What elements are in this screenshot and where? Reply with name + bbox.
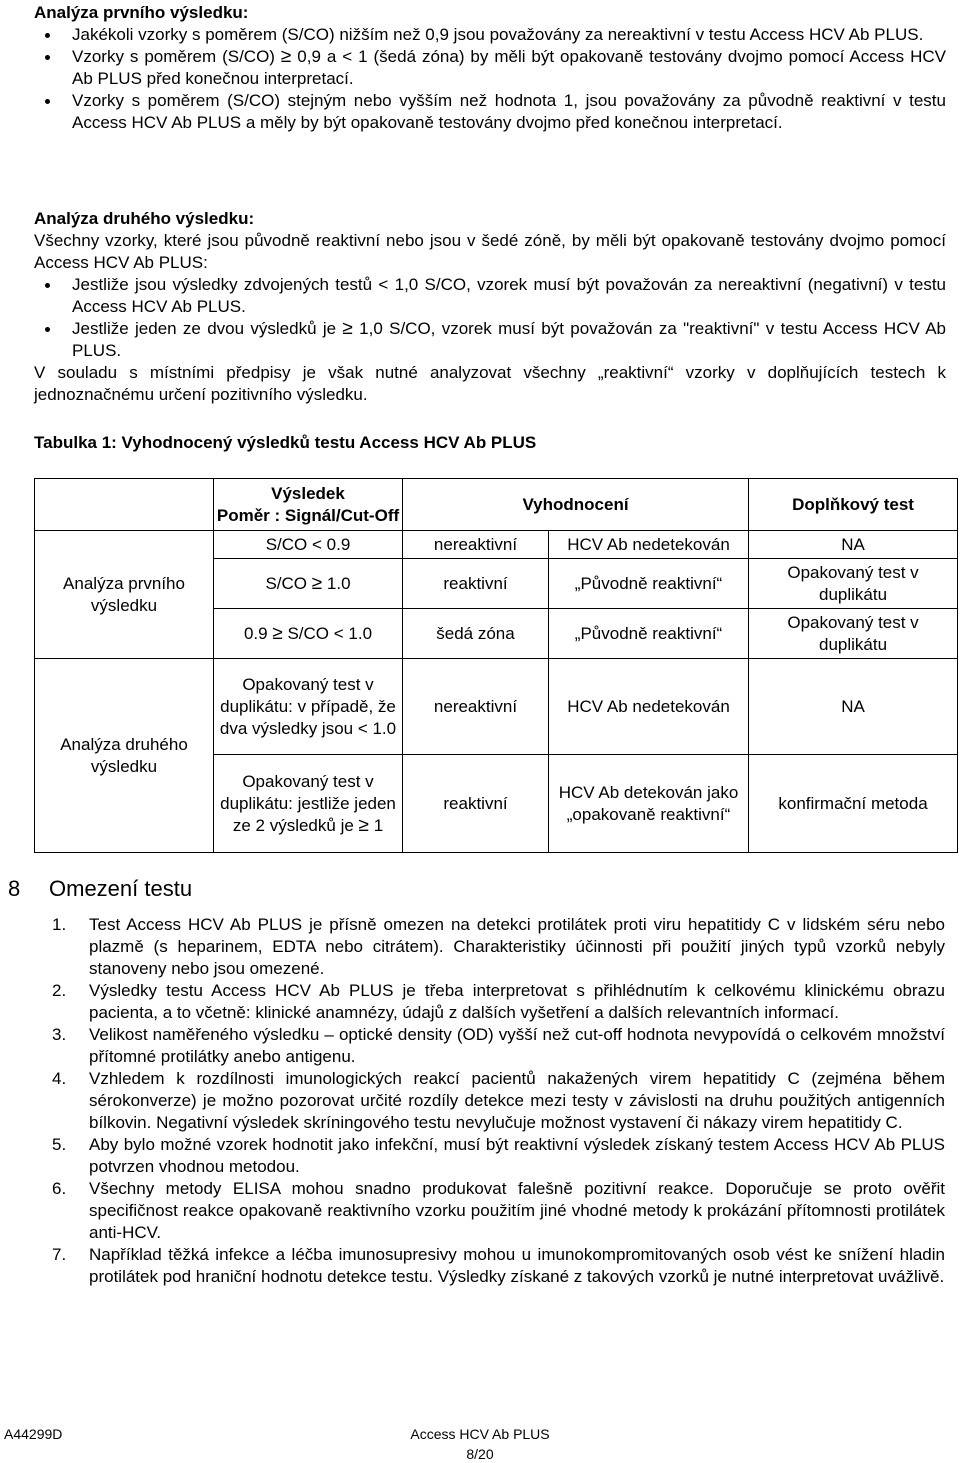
- group-second-analysis: Analýza druhého výsledku: [35, 659, 214, 853]
- first-analysis-list: [34, 24, 946, 134]
- list-item: Vzorky s poměrem (S/CO) ≥ 0,9 a < 1 (šedá zóna) by měli být opakovaně testovány dvojmo pomocí Access HCV Ab PLUS před konečnou interpretací.: [72, 46, 946, 90]
- list-item: 6. Všechny metody ELISA mohou snadno produkovat falešně pozitivní reakce. Doporučuje se proto ověřit specifičnost reakce opakovaně reaktivního vzorku použitím jiné vhodné metody k prokázání přítomnosti protilátek anti-HCV.: [52, 1179, 945, 1242]
- limitations-list: [52, 914, 945, 1288]
- section-8-heading: 8 Omezení testu: [8, 876, 193, 901]
- list-item: Jestliže jeden ze dvou výsledků je ≥ 1,0 S/CO, vzorek musí být považován za "reaktivní" v testu Access HCV Ab PLUS.: [72, 318, 946, 362]
- results-table: [34, 478, 958, 853]
- greater-equal-symbol: [359, 819, 369, 833]
- header-result: Výsledek Poměr : Signál/Cut-Off: [214, 479, 403, 531]
- greater-equal-symbol: [272, 627, 282, 641]
- table-row: Opakovaný test v duplikátu: jestliže jeden ze 2 výsledků je ≥ 1 reaktivní HCV Ab detekován jako „opakovaně reaktivní“ konfirmační metoda: [35, 755, 958, 853]
- second-analysis-list: [34, 274, 946, 362]
- first-analysis-section: [34, 2, 946, 134]
- group-first-analysis: Analýza prvního výsledku: [35, 531, 214, 659]
- document-code: A44299D: [4, 1426, 63, 1442]
- table-corner-cell: [35, 479, 214, 531]
- table-row: Analýza druhého výsledku Opakovaný test v duplikátu: v případě, že dva výsledky jsou < 1.0 nereaktivní HCV Ab nedetekován NA: [35, 659, 958, 755]
- list-item: 5. Aby bylo možné vzorek hodnotit jako infekční, musí být reaktivní výsledek získaný testem Access HCV Ab PLUS potvrzen vhodnou metodou.: [52, 1135, 945, 1176]
- page-number: 8/20: [466, 1446, 494, 1462]
- table-row: Analýza prvního výsledku S/CO < 0.9 nereaktivní HCV Ab nedetekován NA: [35, 531, 958, 559]
- greater-equal-symbol: [312, 577, 322, 591]
- second-analysis-section: [34, 208, 946, 406]
- list-item: 1. Test Access HCV Ab PLUS je přísně omezen na detekci protilátek proti viru hepatitidy C v lidském séru nebo plazmě (s heparinem, EDTA nebo citrátem). Charakteristiky účinnosti při použití jiných typů vzorků nebyly stanoveny nebo jsou omezené.: [52, 915, 945, 978]
- page-footer: [0, 1424, 960, 1463]
- second-analysis-outro: V souladu s místními předpisy je však nutné analyzovat všechny „reaktivní“ vzorky v doplňujících testech k jednoznačnému určení pozitivního výsledku.: [34, 363, 946, 404]
- greater-equal-symbol: [281, 50, 291, 64]
- header-supplementary: Doplňkový test: [749, 479, 958, 531]
- list-item: Vzorky s poměrem (S/CO) stejným nebo vyšším než hodnota 1, jsou považovány za původně reaktivní v testu Access HCV Ab PLUS a měly by být opakovaně testovány dvojmo před konečnou interpretací.: [72, 91, 946, 132]
- list-item: 3. Velikost naměřeného výsledku – optické density (OD) vyšší než cut-off hodnota nevypovídá o celkovém množství přítomné protilátky anebo antigenu.: [52, 1025, 945, 1066]
- list-item: 2. Výsledky testu Access HCV Ab PLUS je třeba interpretovat s přihlédnutím k celkovému klinickému obrazu pacienta, a to včetně: klinické anamnézy, údajů z dalších vyšetření a dalších relevantních informací.: [52, 981, 945, 1022]
- table-header-row: [35, 479, 958, 531]
- second-analysis-heading: Analýza druhého výsledku:: [34, 209, 255, 228]
- footer-product-name: Access HCV Ab PLUS: [410, 1426, 550, 1442]
- table-row: S/CO ≥ 1.0 reaktivní „Původně reaktivní“ Opakovaný test v duplikátu: [35, 559, 958, 609]
- greater-equal-symbol: [342, 322, 352, 336]
- table-row: 0.9 ≥ S/CO < 1.0 šedá zóna „Původně reaktivní“ Opakovaný test v duplikátu: [35, 609, 958, 659]
- list-item: Jestliže jsou výsledky zdvojených testů < 1,0 S/CO, vzorek musí být považován za nereaktivní (negativní) v testu Access HCV Ab PLUS.: [72, 275, 946, 316]
- list-item: 7. Například těžká infekce a léčba imunosupresivy mohou u imunokompromitovaných osob vést ke snížení hladin protilátek pod hraniční hodnotu detekce testu. Výsledky získané z takových vzorků je nutné interpretovat uvážlivě.: [52, 1245, 945, 1286]
- list-item: Jakékoli vzorky s poměrem (S/CO) nižším než 0,9 jsou považovány za nereaktivní v testu Access HCV Ab PLUS.: [72, 24, 946, 46]
- second-analysis-intro: Všechny vzorky, které jsou původně reaktivní nebo jsou v šedé zóně, by měli být opakovaně testovány dvojmo pomocí Access HCV Ab PLUS:: [34, 231, 946, 272]
- table-title: Tabulka 1: Vyhodnocený výsledků testu Access HCV Ab PLUS: [34, 433, 537, 452]
- list-item: 4. Vzhledem k rozdílnosti imunologických reakcí pacientů nakažených virem hepatitidy C (zejména během sérokonverze) je možno pozorovat určité rozdíly detekce mezi testy v závislosti na druhu použitých antigenních bílkovin. Negativní výsledek skríningového testu nevylučuje možnost vystavení či nákazy virem hepatitidy C.: [52, 1069, 945, 1132]
- header-evaluation: Vyhodnocení: [403, 479, 749, 531]
- first-analysis-heading: Analýza prvního výsledku:: [34, 3, 249, 22]
